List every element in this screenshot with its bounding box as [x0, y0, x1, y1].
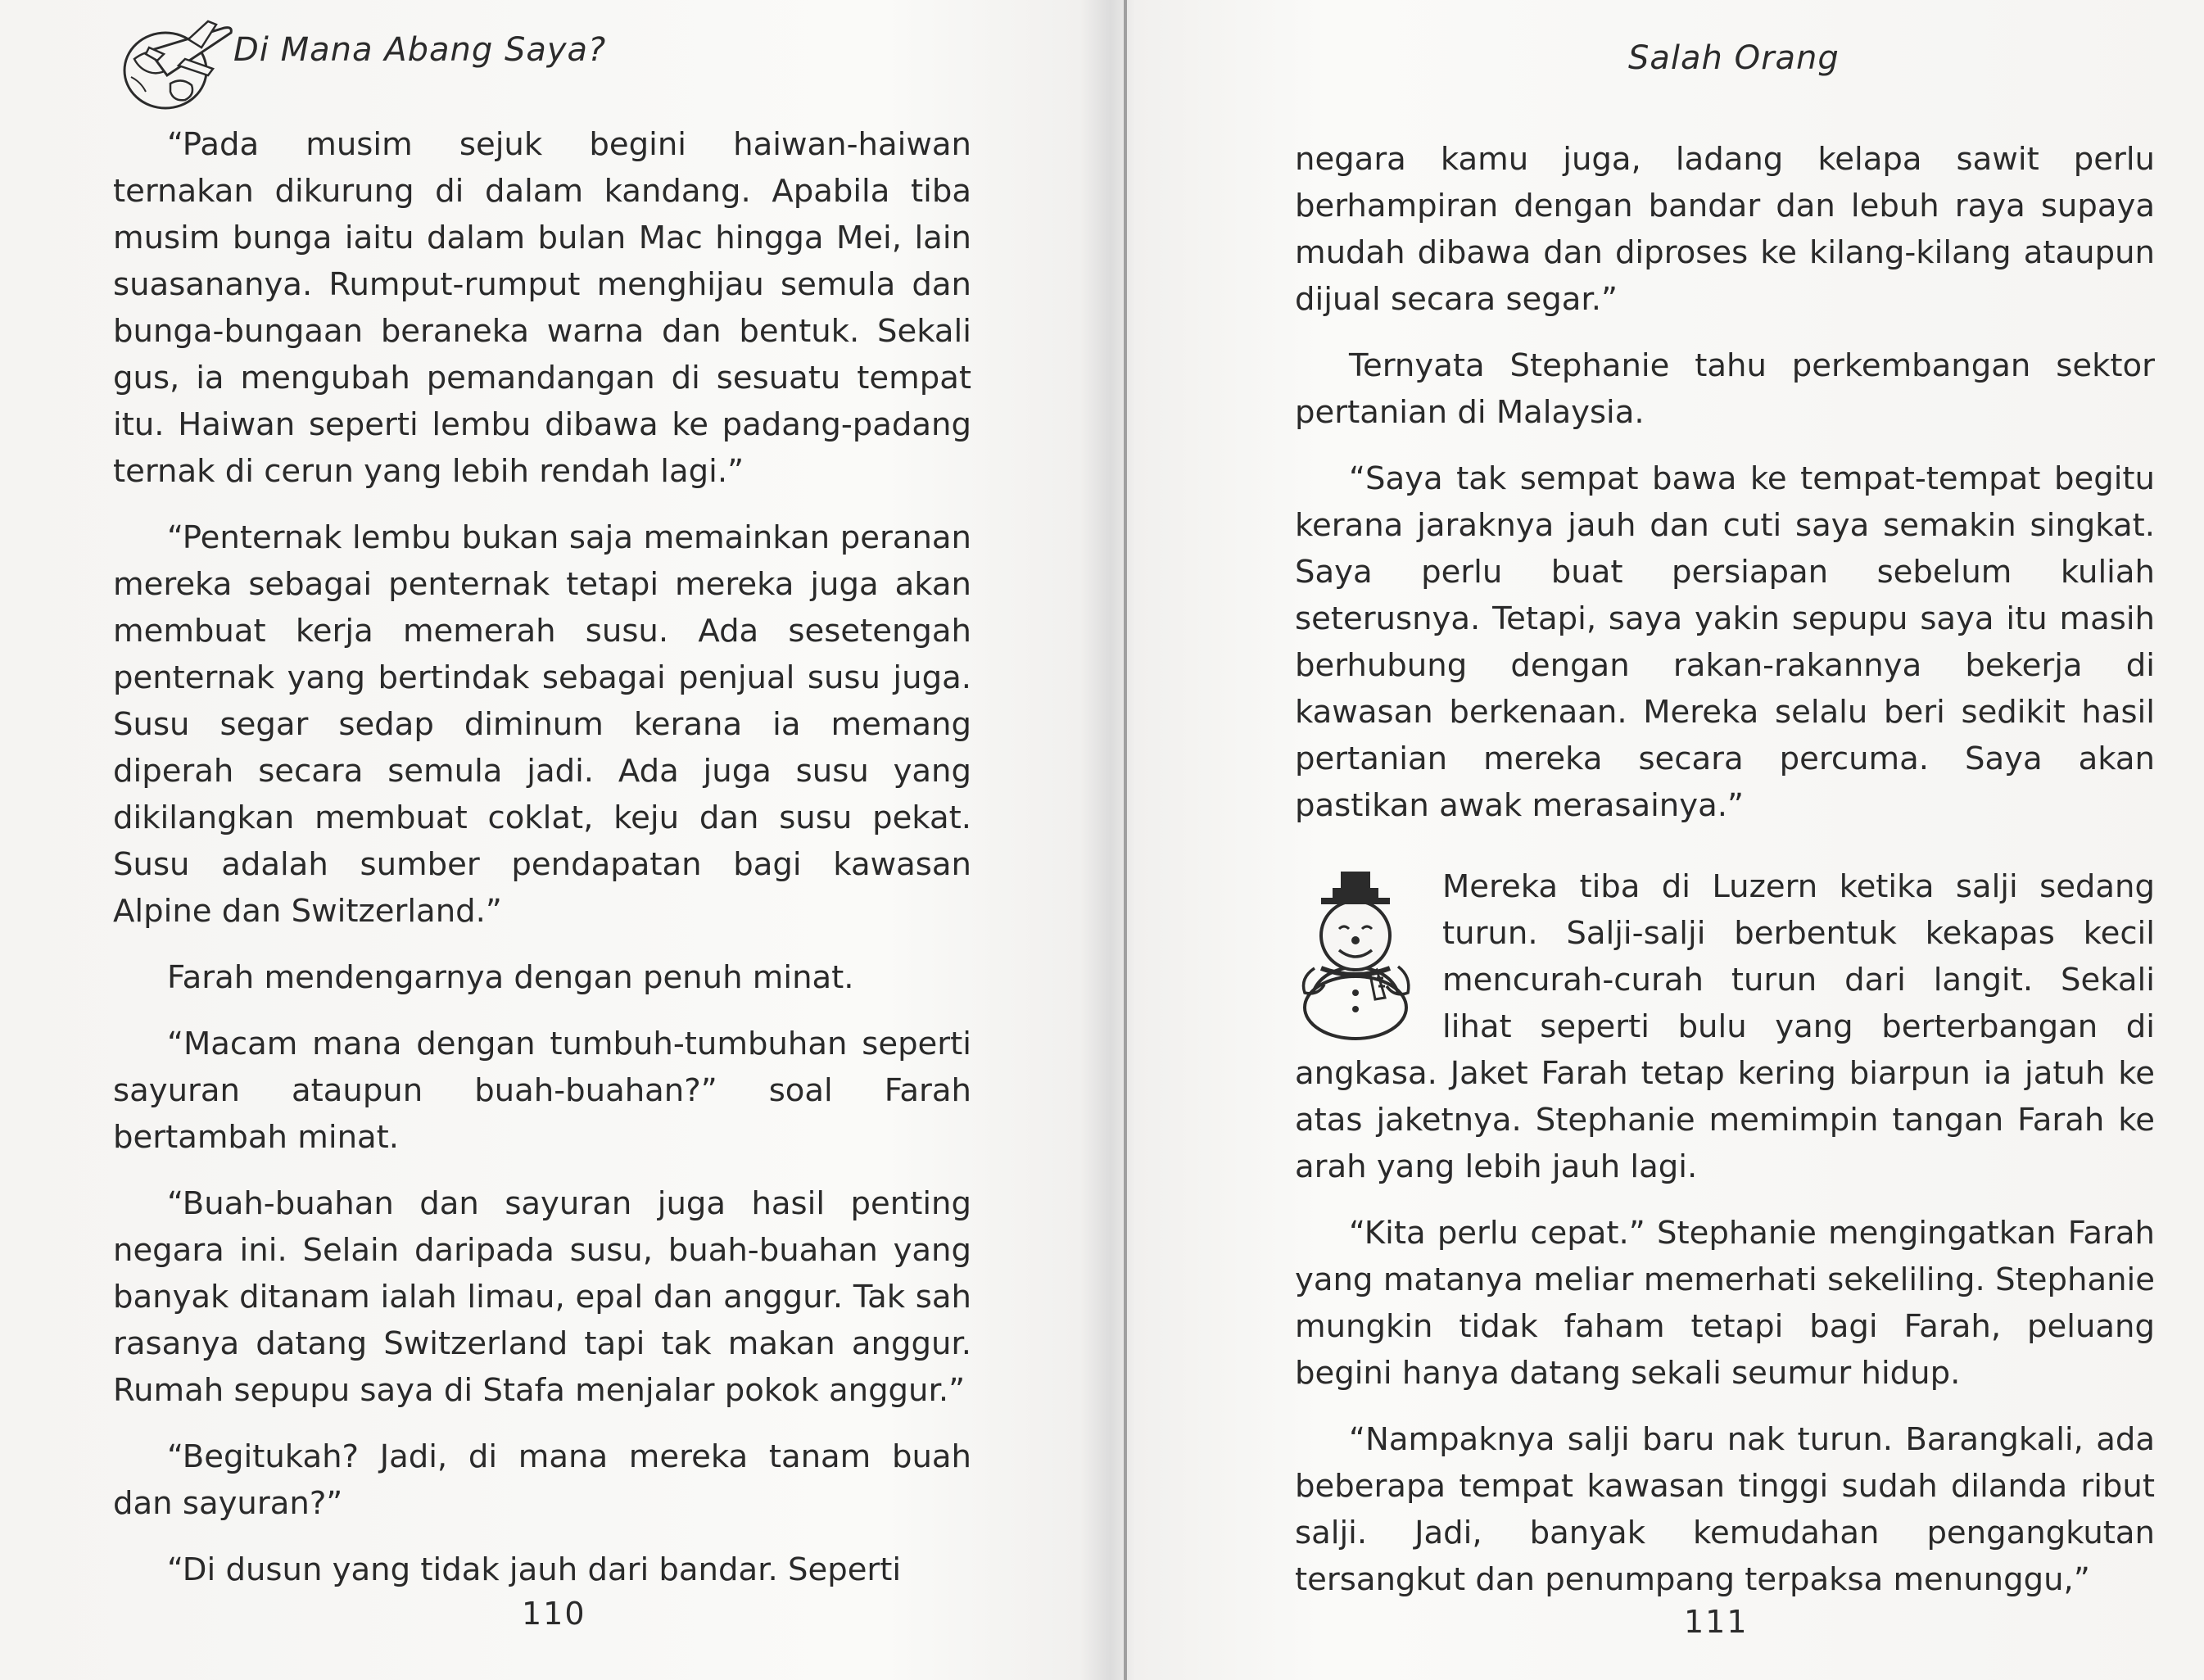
right-page — [1127, 0, 2204, 1680]
paragraph: “Di dusun yang tidak jauh dari bandar. Seperti — [167, 1551, 902, 1588]
paragraph: “Buah-buahan dan sayuran juga hasil penting negara ini. Selain daripada susu, buah-buahan yang banyak ditanam ialah limau, epal dan anggur. Tak sah rasanya datang Switzerland tapi tak makan anggur. Rumah sepupu saya di Stafa menjalar pokok anggur.” — [113, 1185, 971, 1409]
paragraph: “Saya tak sempat bawa ke tempat-tempat begitu kerana jaraknya jauh dan cuti saya semakin singkat. Saya perlu buat persiapan sebelum kuliah seterusnya. Tetapi, saya yakin sepupu saya itu masih berhubung dengan rakan-rakannya bekerja di kawasan berkenaan. Mereka selalu beri sedikit hasil pertanian mereka secara percuma. Saya akan pastikan awak merasainya.” — [1295, 460, 2155, 824]
page-number: 111 — [1684, 1604, 1749, 1640]
paragraph: “Kita perlu cepat.” Stephanie mengingatkan Farah yang matanya meliar memerhati sekeliling. Stephanie mungkin tidak faham tetapi bagi Farah, peluang begini hanya datang sekali seumur hidup. — [1295, 1215, 2155, 1392]
paragraph: “Pada musim sejuk begini haiwan-haiwan ternakan dikurung di dalam kandang. Apabila tiba musim bunga iaitu dalam bulan Mac hingga Mei, lain suasananya. Rumput-rumput menghijau semula dan bunga-bungaan beraneka warna dan bentuk. Sekali gus, ia mengubah pemandangan di sesuatu tempat itu. Haiwan seperti lembu dibawa ke padang-padang ternak di cerun yang lebih rendah lagi.” — [113, 126, 971, 490]
body-text — [113, 121, 971, 1593]
body-text — [1295, 136, 2155, 1603]
paragraph: “Nampaknya salji baru nak turun. Barangkali, ada beberapa tempat kawasan tinggi sudah dilanda ribut salji. Jadi, banyak kemudahan pengangkutan tersangkut dan penumpang terpaksa menunggu,” — [1295, 1421, 2155, 1598]
paragraph: “Macam mana dengan tumbuh-tumbuhan seperti sayuran ataupun buah-buahan?” soal Farah bertambah minat. — [113, 1026, 971, 1156]
paragraph: Ternyata Stephanie tahu perkembangan sektor pertanian di Malaysia. — [1295, 347, 2155, 431]
paragraph: “Penternak lembu bukan saja memainkan peranan mereka sebagai penternak tetapi mereka juga akan membuat kerja memerah susu. Ada sesetengah penternak yang bertindak sebagai penjual susu juga. Susu segar sedap diminum kerana ia memang diperah secara semula jadi. Ada juga susu yang dikilangkan membuat coklat, keju dan susu pekat. Susu adalah sumber pendapatan bagi kawasan Alpine dan Switzerland.” — [113, 519, 971, 930]
running-head: Di Mana Abang Saya? — [233, 31, 607, 69]
globe-airplane-icon — [116, 18, 239, 115]
page-number: 110 — [522, 1596, 586, 1632]
paragraph: negara kamu juga, ladang kelapa sawit perlu berhampiran dengan bandar dan lebuh raya supaya mudah dibawa dan diproses ke kilang-kilang ataupun dijual secara segar.” — [1295, 141, 2155, 318]
paragraph: Farah mendengarnya dengan penuh minat. — [167, 959, 854, 996]
paragraph: “Begitukah? Jadi, di mana mereka tanam buah dan sayuran?” — [113, 1438, 971, 1522]
snowman-icon — [1288, 870, 1419, 1042]
running-head: Salah Orang — [1628, 39, 1840, 77]
paragraph: Mereka tiba di Luzern ketika salji sedang turun. Salji-salji berbentuk kekapas kecil mencurah-curah turun dari langit. Sekali lihat seperti bulu yang berterbangan di angkasa. Jaket Farah tetap kering biarpun ia jatuh ke atas jaketnya. Stephanie memimpin tangan Farah ke arah yang lebih jauh lagi. — [1295, 868, 2155, 1185]
